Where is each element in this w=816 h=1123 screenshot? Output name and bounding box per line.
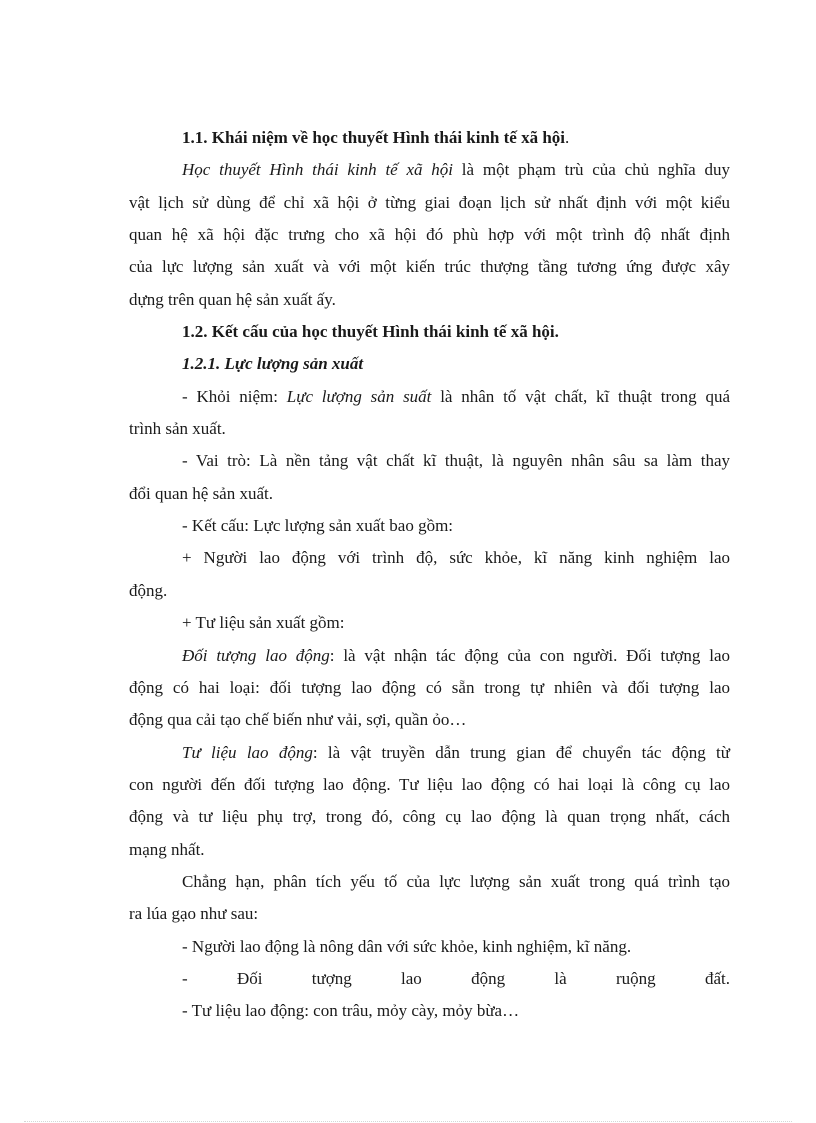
paragraph-line: động có hai loại: đối tượng lao động có sẵn trong tự nhiên và đối tượng lao xyxy=(129,677,730,697)
concept-term: Lực lượng sản suất xyxy=(286,386,432,406)
labor-means-term: Tư liệu lao động xyxy=(182,742,313,762)
paragraph-line: ra lúa gạo như sau: xyxy=(129,904,259,924)
paragraph-line: - Vai trò: Là nền tảng vật chất kĩ thuật, là nguyên nhân sâu sa làm thay xyxy=(182,451,730,471)
paragraph-line: đổi quan hệ sản xuất. xyxy=(129,483,273,503)
labor-object-term: Đối tượng lao động xyxy=(182,645,330,665)
labor-object-text: : là vật nhận tác động của con người. Đối tượng lao xyxy=(329,645,730,665)
paragraph-line xyxy=(129,640,730,672)
paragraph-line: động và tư liệu phụ trợ, trong đó, công cụ lao động là quan trọng nhất, cách xyxy=(129,807,730,827)
paragraph-line: dựng trên quan hệ sản xuất ấy. xyxy=(129,289,336,309)
document-body xyxy=(129,122,730,1028)
example-line: - Tư liệu lao động: con trâu, mỏy cày, mỏy bừa… xyxy=(182,1001,520,1021)
definition-text: là một phạm trù của chủ nghĩa duy xyxy=(453,160,730,180)
labor-means-text: : là vật truyền dẫn trung gian để chuyển tác động từ xyxy=(312,742,730,762)
paragraph-line: + Người lao động với trình độ, sức khỏe, kĩ năng kinh nghiệm lao xyxy=(182,548,730,568)
paragraph-line: quan hệ xã hội đặc trưng cho xã hội đó phù hợp với một trình độ nhất định xyxy=(129,225,730,245)
paragraph-line xyxy=(129,381,730,413)
subsection-heading-1-2-1: 1.2.1. Lực lượng sản xuất xyxy=(182,354,364,374)
paragraph-line: Chẳng hạn, phân tích yếu tố của lực lượng sản xuất trong quá trình tạo xyxy=(182,871,730,891)
paragraph-line: động. xyxy=(129,580,168,600)
paragraph-line: + Tư liệu sản xuất gồm: xyxy=(182,613,345,633)
paragraph-line: mạng nhất. xyxy=(129,839,205,859)
page-bottom-divider xyxy=(24,1121,792,1122)
heading-text: 1.1. Khái niệm về học thuyết Hình thái kinh tế xã hội xyxy=(182,128,566,147)
concept-text: là nhân tố vật chất, kĩ thuật trong quá xyxy=(431,386,730,406)
paragraph-line: vật lịch sử dùng để chỉ xã hội ở từng giai đoạn lịch sử nhất định với một kiểu xyxy=(129,192,730,212)
paragraph-line xyxy=(129,154,730,186)
paragraph-line: - Kết cấu: Lực lượng sản xuất bao gồm: xyxy=(182,516,454,536)
definition-term: Học thuyết Hình thái kinh tế xã hội xyxy=(182,160,454,180)
section-heading-1-1 xyxy=(129,122,730,154)
paragraph-line: của lực lượng sản xuất và với một kiến trúc thượng tầng tương ứng được xây xyxy=(129,257,730,277)
paragraph-line: trình sản xuất. xyxy=(129,419,226,439)
concept-prefix: - Khỏi niệm: xyxy=(182,386,287,406)
example-line: - Người lao động là nông dân với sức khỏe, kinh nghiệm, kĩ năng. xyxy=(182,936,632,956)
paragraph-line xyxy=(129,737,730,769)
heading-period: . xyxy=(565,128,570,147)
example-line: - Đối tượng lao động là ruộng đất. xyxy=(182,968,730,988)
section-heading-1-2: 1.2. Kết cấu của học thuyết Hình thái kinh tế xã hội. xyxy=(182,322,559,342)
paragraph-line: con người đến đối tượng lao động. Tư liệu lao động có hai loại là công cụ lao xyxy=(129,774,730,794)
paragraph-line: động qua cải tạo chế biến như vải, sợi, quần ỏo… xyxy=(129,710,467,730)
